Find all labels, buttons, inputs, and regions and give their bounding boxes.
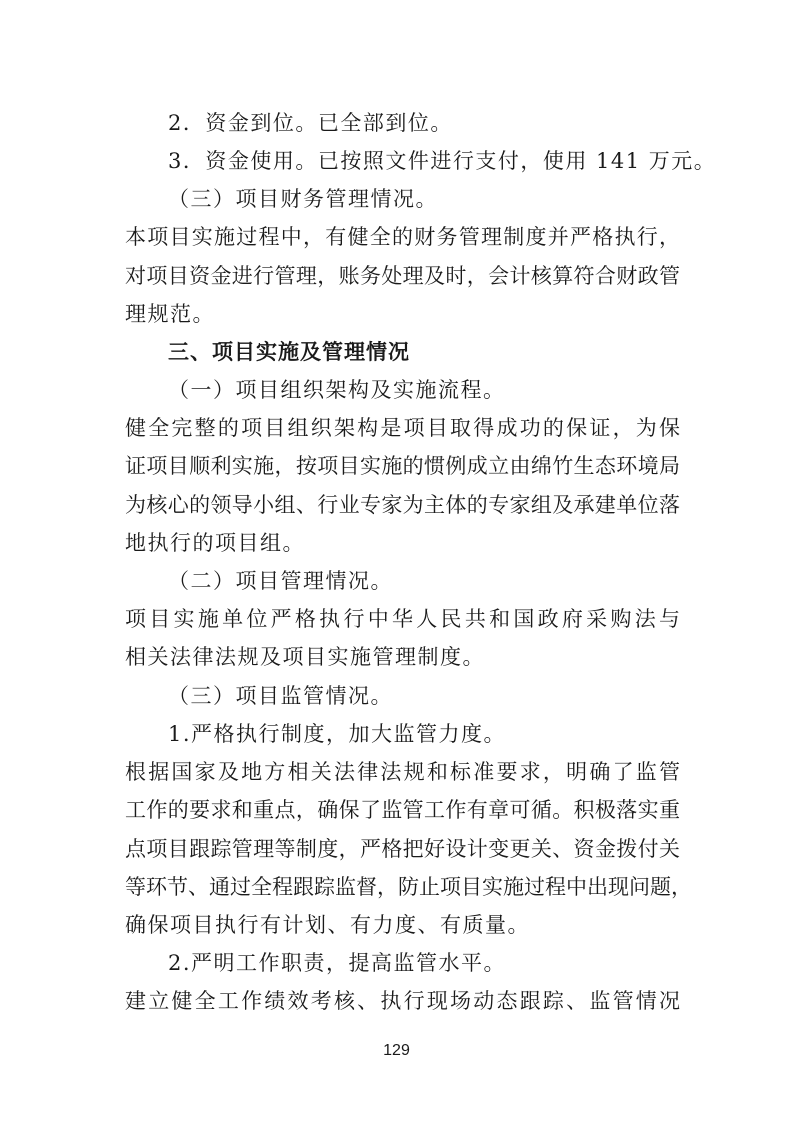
paragraph-line: 3．资金使用。已按照文件进行支付，使用 141 万元。: [168, 149, 717, 173]
section-subheading: （三）项目监管情况。: [168, 684, 393, 708]
paragraph-line: 等环节、通过全程跟踪监督，防止项目实施过程中出现问题，: [125, 875, 692, 899]
paragraph-line: 理规范。: [125, 302, 215, 326]
paragraph-line: 工作的要求和重点，确保了监管工作有章可循。积极落实重: [125, 798, 680, 822]
paragraph-line: 建立健全工作绩效考核、执行现场动态跟踪、监管情况: [125, 989, 680, 1013]
page-number: 129: [383, 1042, 410, 1059]
paragraph-line: 根据国家及地方相关法律法规和标准要求，明确了监管: [125, 760, 680, 784]
section-subheading: （二）项目管理情况。: [168, 569, 393, 593]
section-subheading: （一）项目组织架构及实施流程。: [168, 378, 506, 402]
paragraph-line: 健全完整的项目组织架构是项目取得成功的保证，为保: [125, 416, 680, 440]
paragraph-line: 项目实施单位严格执行中华人民共和国政府采购法与: [125, 607, 680, 631]
paragraph-line: 2．资金到位。已全部到位。: [168, 111, 453, 135]
paragraph-line: 为核心的领导小组、行业专家为主体的专家组及承建单位落: [125, 493, 680, 517]
paragraph-line: 本项目实施过程中，有健全的财务管理制度并严格执行，: [125, 225, 680, 249]
section-subheading: （三）项目财务管理情况。: [168, 187, 438, 211]
paragraph-line: 相关法律法规及项目实施管理制度。: [125, 645, 485, 669]
paragraph-line: 对项目资金进行管理，账务处理及时，会计核算符合财政管: [125, 264, 680, 288]
section-heading: 三、项目实施及管理情况: [168, 340, 410, 364]
paragraph-line: 2.严明工作职责，提高监管水平。: [168, 951, 507, 975]
paragraph-line: 确保项目执行有计划、有力度、有质量。: [125, 913, 530, 937]
paragraph-line: 点项目跟踪管理等制度，严格把好设计变更关、资金拨付关: [125, 837, 680, 861]
paragraph-line: 证项目顺利实施，按项目实施的惯例成立由绵竹生态环境局: [125, 454, 680, 478]
paragraph-line: 地执行的项目组。: [125, 531, 305, 555]
paragraph-line: 1.严格执行制度，加大监管力度。: [168, 722, 507, 746]
